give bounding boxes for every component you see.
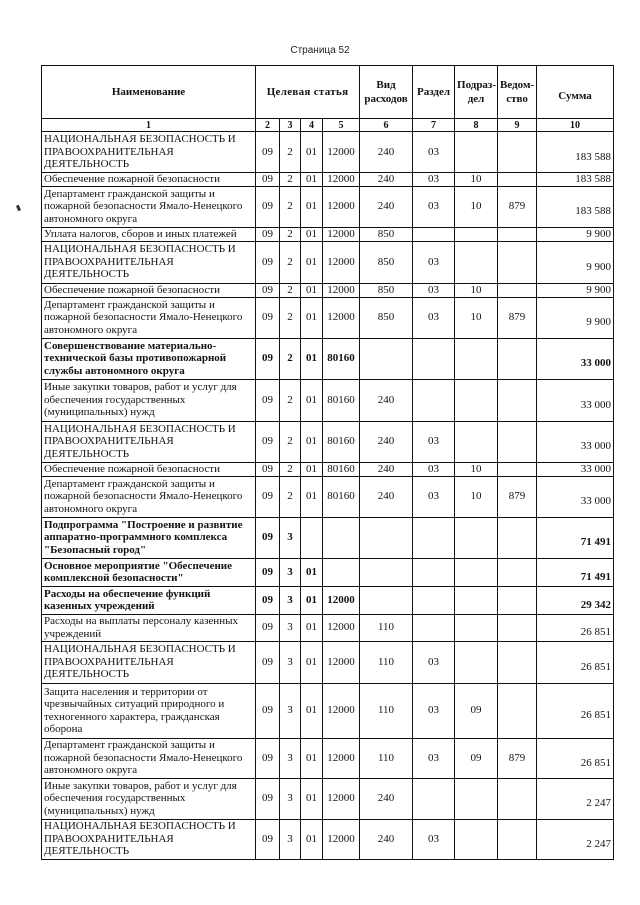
table-row [42, 173, 614, 187]
cell-article-direction: 12000 [323, 586, 360, 614]
cell-article-direction: 12000 [323, 227, 360, 241]
cell-article-direction: 12000 [323, 173, 360, 187]
row-name: Обеспечение пожарной безопасности [42, 173, 256, 187]
cell-article-program: 09 [256, 476, 280, 517]
column-number: 2 [256, 119, 280, 132]
cell-article-subprogram: 2 [280, 421, 301, 462]
cell-article-direction: 80160 [323, 338, 360, 379]
cell-subsection [455, 379, 498, 421]
cell-expense-type: 110 [360, 738, 413, 778]
cell-subsection [455, 421, 498, 462]
cell-expense-type: 240 [360, 421, 413, 462]
cell-expense-type: 240 [360, 778, 413, 819]
cell-article-program: 09 [256, 462, 280, 476]
cell-expense-type: 240 [360, 476, 413, 517]
column-number-row [42, 119, 614, 132]
cell-section [413, 338, 455, 379]
cell-article-subprogram: 3 [280, 558, 301, 586]
cell-department [498, 641, 537, 683]
cell-article-subprogram: 2 [280, 462, 301, 476]
cell-department [498, 558, 537, 586]
cell-department [498, 421, 537, 462]
column-number: 10 [537, 119, 614, 132]
cell-article-event: 01 [301, 338, 323, 379]
table-row [42, 614, 614, 641]
cell-section: 03 [413, 462, 455, 476]
cell-expense-type: 110 [360, 614, 413, 641]
cell-article-direction: 12000 [323, 297, 360, 338]
cell-article-event: 01 [301, 683, 323, 738]
header-subsection: Подраз- дел [455, 66, 498, 119]
cell-subsection [455, 558, 498, 586]
table-row [42, 297, 614, 338]
row-name: Иные закупки товаров, работ и услуг для обеспечения государственных (муниципальных) нужд [42, 778, 256, 819]
cell-article-event: 01 [301, 614, 323, 641]
row-amount: 9 900 [537, 227, 614, 241]
row-amount: 33 000 [537, 379, 614, 421]
row-amount: 2 247 [537, 819, 614, 859]
cell-article-direction: 12000 [323, 641, 360, 683]
cell-article-subprogram: 3 [280, 738, 301, 778]
cell-article-event: 01 [301, 297, 323, 338]
cell-article-program: 09 [256, 227, 280, 241]
cell-article-program: 09 [256, 641, 280, 683]
row-name: Обеспечение пожарной безопасности [42, 283, 256, 297]
cell-expense-type [360, 338, 413, 379]
table-row [42, 819, 614, 859]
cell-article-subprogram: 2 [280, 241, 301, 283]
cell-article-direction: 12000 [323, 738, 360, 778]
cell-department: 879 [498, 476, 537, 517]
column-number: 9 [498, 119, 537, 132]
cell-article-program: 09 [256, 186, 280, 227]
cell-expense-type [360, 558, 413, 586]
cell-article-subprogram: 2 [280, 186, 301, 227]
cell-expense-type: 850 [360, 241, 413, 283]
row-amount: 33 000 [537, 462, 614, 476]
cell-article-event: 01 [301, 778, 323, 819]
table-row [42, 241, 614, 283]
cell-article-program: 09 [256, 421, 280, 462]
row-name: Департамент гражданской защиты и пожарной безопасности Ямало-Ненецкого автономного округа [42, 186, 256, 227]
row-amount: 33 000 [537, 476, 614, 517]
column-number: 5 [323, 119, 360, 132]
cell-article-event: 01 [301, 641, 323, 683]
table-header [42, 66, 614, 132]
row-amount: 183 588 [537, 186, 614, 227]
cell-article-program: 09 [256, 586, 280, 614]
cell-article-direction: 80160 [323, 462, 360, 476]
cell-department [498, 819, 537, 859]
cell-subsection [455, 819, 498, 859]
row-name: Иные закупки товаров, работ и услуг для обеспечения государственных (муниципальных) нужд [42, 379, 256, 421]
cell-article-event: 01 [301, 173, 323, 187]
row-name: Расходы на обеспечение функций казенных учреждений [42, 586, 256, 614]
cell-subsection [455, 641, 498, 683]
cell-department [498, 379, 537, 421]
cell-article-event [301, 517, 323, 558]
table-row [42, 517, 614, 558]
cell-subsection: 10 [455, 462, 498, 476]
cell-article-direction: 80160 [323, 421, 360, 462]
cell-article-subprogram: 3 [280, 517, 301, 558]
cell-section: 03 [413, 241, 455, 283]
cell-section: 03 [413, 819, 455, 859]
header-row [42, 66, 614, 119]
header-amount: Сумма [537, 66, 614, 119]
cell-subsection [455, 614, 498, 641]
cell-article-event: 01 [301, 241, 323, 283]
cell-section: 03 [413, 683, 455, 738]
cell-expense-type: 850 [360, 283, 413, 297]
cell-article-subprogram: 2 [280, 132, 301, 173]
cell-section [413, 614, 455, 641]
cell-department: 879 [498, 738, 537, 778]
row-name: Департамент гражданской защиты и пожарной безопасности Ямало-Ненецкого автономного округа [42, 476, 256, 517]
row-name: Обеспечение пожарной безопасности [42, 462, 256, 476]
cell-article-event: 01 [301, 421, 323, 462]
row-amount: 29 342 [537, 586, 614, 614]
cell-article-event: 01 [301, 283, 323, 297]
cell-article-event: 01 [301, 379, 323, 421]
cell-article-program: 09 [256, 283, 280, 297]
row-amount: 71 491 [537, 517, 614, 558]
cell-expense-type: 240 [360, 462, 413, 476]
cell-subsection [455, 338, 498, 379]
cell-section [413, 778, 455, 819]
cell-section: 03 [413, 421, 455, 462]
row-amount: 2 247 [537, 778, 614, 819]
cell-section: 03 [413, 641, 455, 683]
column-number: 1 [42, 119, 256, 132]
cell-expense-type: 240 [360, 379, 413, 421]
cell-article-direction: 80160 [323, 379, 360, 421]
row-amount: 26 851 [537, 738, 614, 778]
table-body [42, 132, 614, 860]
cell-article-program: 09 [256, 338, 280, 379]
table-row [42, 476, 614, 517]
row-name: НАЦИОНАЛЬНАЯ БЕЗОПАСНОСТЬ И ПРАВООХРАНИТЕЛЬНАЯ ДЕЯТЕЛЬНОСТЬ [42, 421, 256, 462]
table-row [42, 462, 614, 476]
cell-article-direction: 12000 [323, 132, 360, 173]
cell-article-event: 01 [301, 558, 323, 586]
cell-article-subprogram: 2 [280, 297, 301, 338]
cell-article-subprogram: 2 [280, 283, 301, 297]
cell-subsection [455, 778, 498, 819]
cell-article-subprogram: 2 [280, 476, 301, 517]
row-amount: 9 900 [537, 297, 614, 338]
table-row [42, 586, 614, 614]
cell-article-direction [323, 558, 360, 586]
cell-article-program: 09 [256, 558, 280, 586]
cell-expense-type: 240 [360, 186, 413, 227]
cell-subsection: 09 [455, 738, 498, 778]
cell-section [413, 227, 455, 241]
cell-subsection [455, 132, 498, 173]
table-row [42, 421, 614, 462]
cell-expense-type: 110 [360, 641, 413, 683]
row-name: Расходы на выплаты персоналу казенных учреждений [42, 614, 256, 641]
cell-article-program: 09 [256, 379, 280, 421]
cell-subsection: 10 [455, 283, 498, 297]
cell-article-program: 09 [256, 517, 280, 558]
table-row [42, 558, 614, 586]
cell-section: 03 [413, 297, 455, 338]
page-number-label: Страница 52 [290, 45, 350, 56]
table-row [42, 778, 614, 819]
cell-section: 03 [413, 283, 455, 297]
table-row [42, 132, 614, 173]
row-amount: 26 851 [537, 614, 614, 641]
cell-article-subprogram: 3 [280, 683, 301, 738]
cell-article-direction: 12000 [323, 241, 360, 283]
cell-section: 03 [413, 186, 455, 227]
cell-article-direction: 12000 [323, 778, 360, 819]
cell-article-event: 01 [301, 227, 323, 241]
cell-subsection: 10 [455, 297, 498, 338]
cell-article-program: 09 [256, 132, 280, 173]
table-row [42, 338, 614, 379]
cell-department [498, 614, 537, 641]
row-name: Основное мероприятие "Обеспечение комплексной безопасности" [42, 558, 256, 586]
cell-article-subprogram: 2 [280, 379, 301, 421]
row-amount: 183 588 [537, 173, 614, 187]
cell-expense-type: 240 [360, 173, 413, 187]
cell-department [498, 683, 537, 738]
table-row [42, 379, 614, 421]
cell-expense-type [360, 586, 413, 614]
cell-article-event: 01 [301, 186, 323, 227]
cell-article-subprogram: 3 [280, 819, 301, 859]
header-department: Ведом- ство [498, 66, 537, 119]
cell-article-direction: 12000 [323, 614, 360, 641]
cell-article-program: 09 [256, 819, 280, 859]
cell-article-direction: 12000 [323, 283, 360, 297]
row-name: Уплата налогов, сборов и иных платежей [42, 227, 256, 241]
row-name: Департамент гражданской защиты и пожарной безопасности Ямало-Ненецкого автономного округа [42, 297, 256, 338]
table-row [42, 683, 614, 738]
row-amount: 183 588 [537, 132, 614, 173]
cell-article-subprogram: 2 [280, 338, 301, 379]
row-name: Департамент гражданской защиты и пожарной безопасности Ямало-Ненецкого автономного округа [42, 738, 256, 778]
cell-article-direction: 12000 [323, 186, 360, 227]
cell-article-event: 01 [301, 738, 323, 778]
cell-article-subprogram: 2 [280, 227, 301, 241]
row-name: Защита населения и территории от чрезвычайных ситуаций природного и техногенного характера, гражданская оборона [42, 683, 256, 738]
cell-subsection [455, 241, 498, 283]
table-row [42, 641, 614, 683]
cell-article-event: 01 [301, 476, 323, 517]
cell-department [498, 241, 537, 283]
header-expense-type: Вид расходов [360, 66, 413, 119]
cell-expense-type [360, 517, 413, 558]
cell-expense-type: 110 [360, 683, 413, 738]
cell-department [498, 132, 537, 173]
cell-department [498, 227, 537, 241]
header-name: Наименование [42, 66, 256, 119]
cell-subsection [455, 586, 498, 614]
cell-section [413, 586, 455, 614]
row-name: Совершенствование материально- технической базы противопожарной службы автономного округа [42, 338, 256, 379]
row-amount: 33 000 [537, 338, 614, 379]
cell-section: 03 [413, 476, 455, 517]
cell-article-program: 09 [256, 614, 280, 641]
cell-article-event: 01 [301, 586, 323, 614]
column-number: 4 [301, 119, 323, 132]
cell-article-event: 01 [301, 819, 323, 859]
header-section: Раздел [413, 66, 455, 119]
table-row [42, 283, 614, 297]
cell-article-event: 01 [301, 132, 323, 173]
column-number: 3 [280, 119, 301, 132]
cell-department [498, 462, 537, 476]
row-amount: 71 491 [537, 558, 614, 586]
column-number: 8 [455, 119, 498, 132]
cell-subsection: 10 [455, 173, 498, 187]
cell-section [413, 558, 455, 586]
cell-section [413, 379, 455, 421]
cell-department: 879 [498, 186, 537, 227]
cell-department [498, 778, 537, 819]
cell-expense-type: 850 [360, 227, 413, 241]
cell-article-subprogram: 3 [280, 778, 301, 819]
cell-article-subprogram: 2 [280, 173, 301, 187]
row-amount: 33 000 [537, 421, 614, 462]
cell-article-program: 09 [256, 778, 280, 819]
cell-subsection [455, 227, 498, 241]
column-number: 7 [413, 119, 455, 132]
table-row [42, 227, 614, 241]
cell-article-event: 01 [301, 462, 323, 476]
cell-article-subprogram: 3 [280, 586, 301, 614]
cell-subsection: 10 [455, 186, 498, 227]
cell-article-subprogram: 3 [280, 641, 301, 683]
cell-department [498, 586, 537, 614]
cell-subsection: 10 [455, 476, 498, 517]
scan-artifact-mark [16, 205, 21, 212]
cell-department [498, 338, 537, 379]
cell-article-program: 09 [256, 241, 280, 283]
cell-department: 879 [498, 297, 537, 338]
column-number: 6 [360, 119, 413, 132]
cell-article-direction: 12000 [323, 683, 360, 738]
row-amount: 26 851 [537, 641, 614, 683]
cell-subsection [455, 517, 498, 558]
cell-section: 03 [413, 173, 455, 187]
row-name: НАЦИОНАЛЬНАЯ БЕЗОПАСНОСТЬ И ПРАВООХРАНИТЕЛЬНАЯ ДЕЯТЕЛЬНОСТЬ [42, 132, 256, 173]
cell-department [498, 283, 537, 297]
row-name: НАЦИОНАЛЬНАЯ БЕЗОПАСНОСТЬ И ПРАВООХРАНИТЕЛЬНАЯ ДЕЯТЕЛЬНОСТЬ [42, 641, 256, 683]
cell-department [498, 173, 537, 187]
budget-table [41, 65, 614, 860]
table-row [42, 738, 614, 778]
cell-expense-type: 240 [360, 132, 413, 173]
row-name: Подпрограмма "Построение и развитие аппаратно-программного комплекса "Безопасный город" [42, 517, 256, 558]
cell-article-program: 09 [256, 173, 280, 187]
cell-section [413, 517, 455, 558]
row-name: НАЦИОНАЛЬНАЯ БЕЗОПАСНОСТЬ И ПРАВООХРАНИТЕЛЬНАЯ ДЕЯТЕЛЬНОСТЬ [42, 819, 256, 859]
row-amount: 9 900 [537, 241, 614, 283]
cell-article-direction [323, 517, 360, 558]
cell-section: 03 [413, 738, 455, 778]
cell-article-direction: 12000 [323, 819, 360, 859]
cell-department [498, 517, 537, 558]
cell-article-subprogram: 3 [280, 614, 301, 641]
table-row [42, 186, 614, 227]
row-amount: 9 900 [537, 283, 614, 297]
row-amount: 26 851 [537, 683, 614, 738]
cell-article-direction: 80160 [323, 476, 360, 517]
row-name: НАЦИОНАЛЬНАЯ БЕЗОПАСНОСТЬ И ПРАВООХРАНИТЕЛЬНАЯ ДЕЯТЕЛЬНОСТЬ [42, 241, 256, 283]
cell-article-program: 09 [256, 738, 280, 778]
cell-expense-type: 850 [360, 297, 413, 338]
cell-section: 03 [413, 132, 455, 173]
cell-article-program: 09 [256, 683, 280, 738]
cell-article-program: 09 [256, 297, 280, 338]
header-target-article: Целевая статья [256, 66, 360, 119]
cell-subsection: 09 [455, 683, 498, 738]
cell-expense-type: 240 [360, 819, 413, 859]
